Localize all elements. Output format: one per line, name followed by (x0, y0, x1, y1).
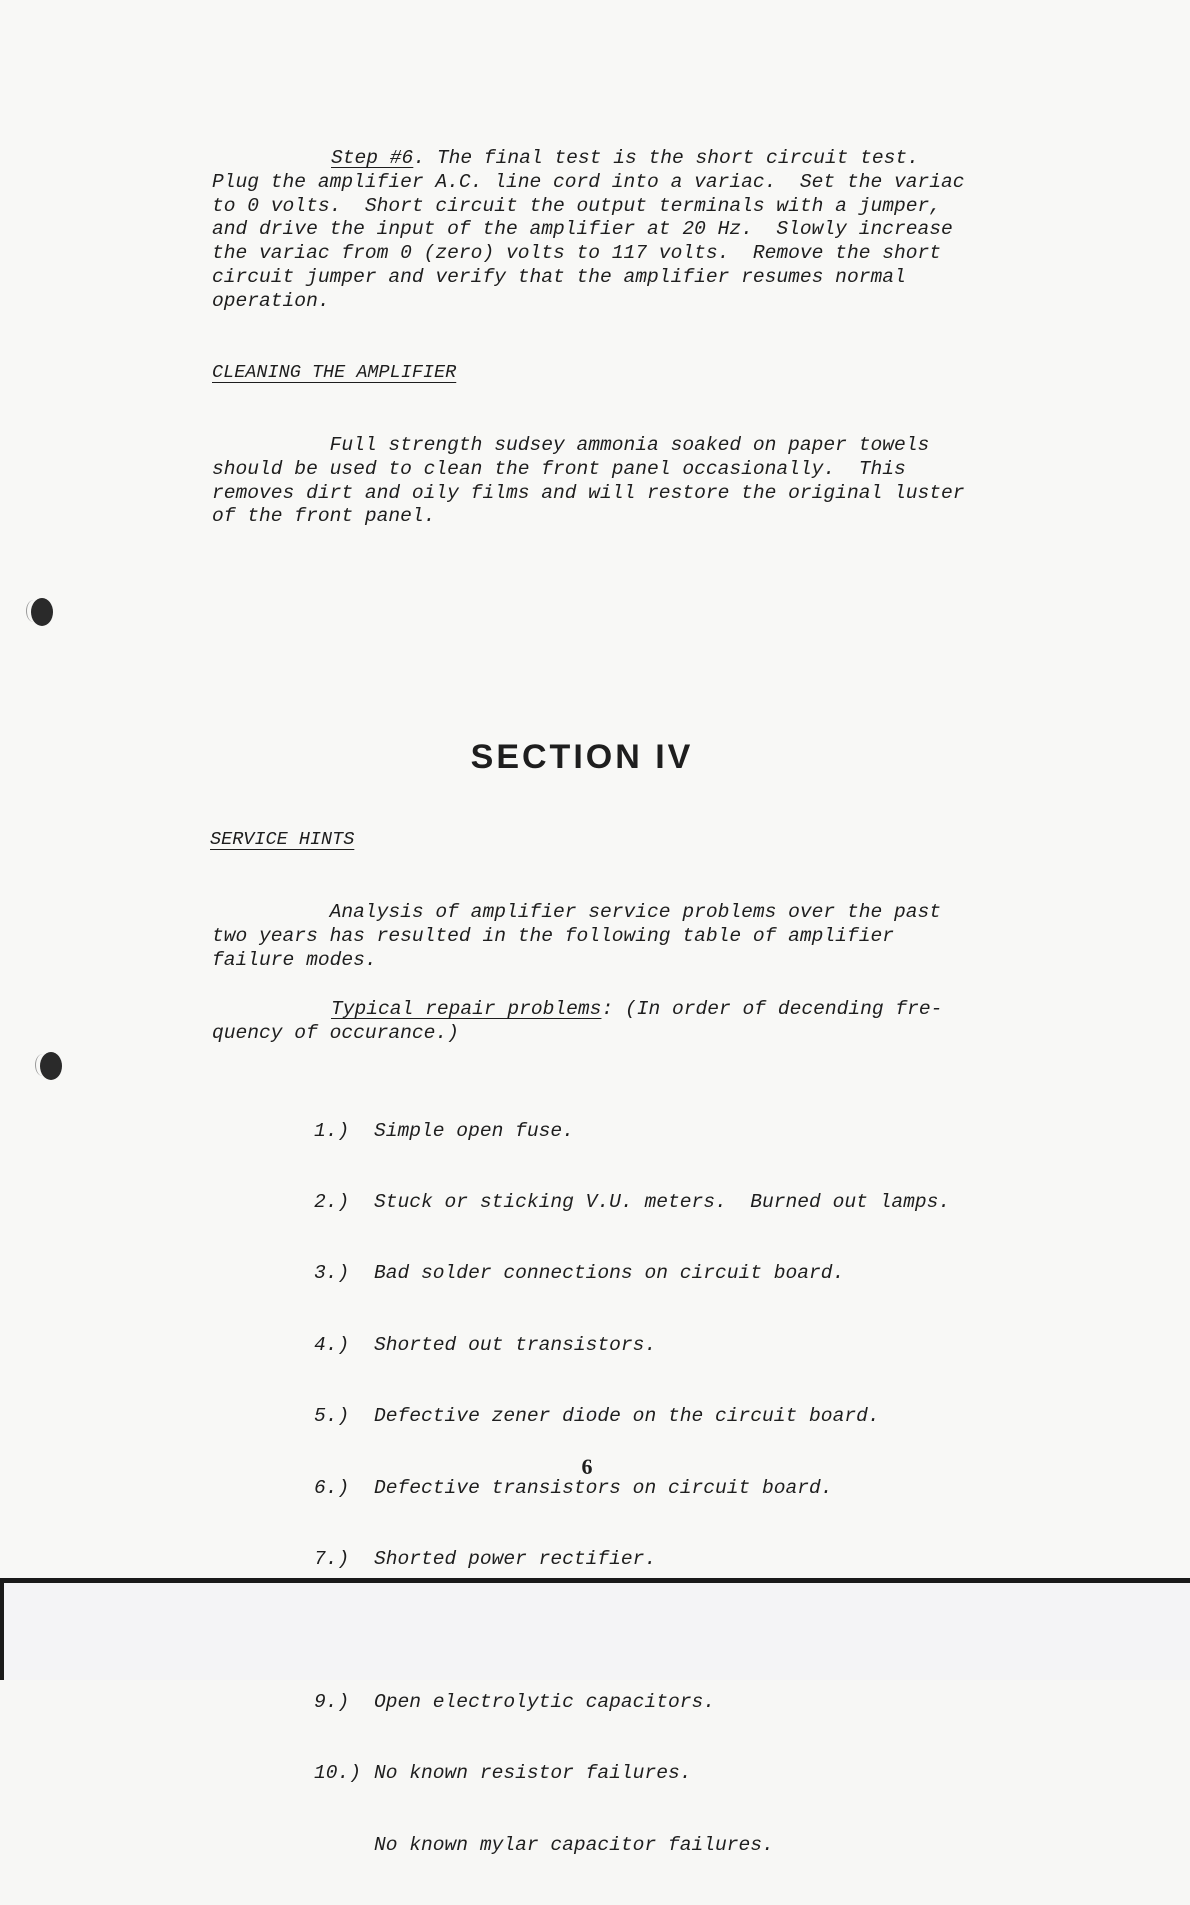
scanner-background (0, 1583, 1190, 1680)
list-item (314, 1262, 950, 1286)
list-item-number: 5.) (314, 1405, 350, 1428)
failure-list (314, 1072, 950, 1905)
cleaning-line-3: removes dirt and oily films and will restore the original luster (212, 481, 965, 504)
list-item (314, 1120, 950, 1144)
step6-line-1: . The final test is the short circuit test. (413, 147, 919, 169)
list-item-text: No known mylar capacitor failures. (374, 1833, 774, 1856)
step6-line-5: the variac from 0 (zero) volts to 117 volts. Remove the short (212, 242, 942, 265)
cleaning-heading: CLEANING THE AMPLIFIER (212, 362, 457, 383)
list-item-number: 7.) (314, 1547, 350, 1570)
list-item-number: 9.) (314, 1690, 350, 1713)
section-title: SECTION IV (470, 738, 694, 776)
list-item (314, 1405, 950, 1429)
list-item-text: Bad solder connections on circuit board. (374, 1262, 845, 1285)
cleaning-paragraph (212, 434, 965, 529)
service-line-3: failure modes. (212, 948, 377, 971)
cleaning-line-2: should be used to clean the front panel occasionally. This (212, 457, 906, 480)
list-item-number: 6.) (314, 1476, 350, 1499)
cleaning-line-1: Full strength sudsey ammonia soaked on paper towels (212, 434, 930, 456)
list-item (314, 1834, 950, 1858)
step6-paragraph (212, 147, 965, 314)
service-line-1: Analysis of amplifier service problems over the past (212, 901, 942, 923)
cleaning-line-4: of the front panel. (212, 505, 436, 528)
step6-line-2: Plug the amplifier A.C. line cord into a variac. Set the variac (212, 170, 965, 193)
page-number: 6 (581, 1454, 593, 1479)
step6-line-6: circuit jumper and verify that the amplifier resumes normal (212, 265, 906, 288)
step6-label: Step #6 (331, 147, 414, 169)
typical-problems-label: Typical repair problems (331, 998, 602, 1020)
list-item (314, 1334, 950, 1358)
list-item-number: 10.) (314, 1762, 362, 1785)
list-item-text: Open electrolytic capacitors. (374, 1690, 715, 1713)
list-item-text: Shorted out transistors. (374, 1333, 657, 1356)
list-item-text: Defective zener diode on the circuit board. (374, 1405, 880, 1428)
list-item-number: 4.) (314, 1333, 350, 1356)
service-paragraph (212, 901, 941, 972)
scanner-edge (0, 1583, 4, 1680)
list-item-text: No known resistor failures. (374, 1762, 692, 1785)
list-item-number (314, 1834, 374, 1858)
typical-problems-rest: : (In order of decending fre- (601, 998, 943, 1020)
service-line-2: two years has resulted in the following table of amplifier (212, 924, 894, 947)
list-item-text: Defective transistors on circuit board. (374, 1476, 833, 1499)
list-item-number: 2.) (314, 1190, 350, 1213)
list-item-text: Stuck or sticking V.U. meters. Burned out lamps. (374, 1190, 951, 1213)
list-item-number: 1.) (314, 1119, 350, 1142)
binder-hole-icon (40, 1052, 62, 1080)
step6-line-4: and drive the input of the amplifier at 20 Hz. Slowly increase (212, 218, 953, 241)
step6-line-7: operation. (212, 289, 330, 312)
list-item (314, 1191, 950, 1215)
binder-hole-icon (31, 598, 53, 626)
service-hints-heading: SERVICE HINTS (210, 829, 355, 850)
list-item (314, 1691, 950, 1715)
typical-problems-line-2: quency of occurance.) (212, 1021, 459, 1044)
step6-line-3: to 0 volts. Short circuit the output terminals with a jumper, (212, 194, 942, 217)
list-item (314, 1548, 950, 1572)
list-item-text: Shorted power rectifier. (374, 1547, 657, 1570)
list-item-number: 3.) (314, 1262, 350, 1285)
list-item (314, 1762, 950, 1786)
typical-problems-paragraph (212, 998, 942, 1046)
list-item (314, 1477, 950, 1501)
list-item-text: Simple open fuse. (374, 1119, 574, 1142)
